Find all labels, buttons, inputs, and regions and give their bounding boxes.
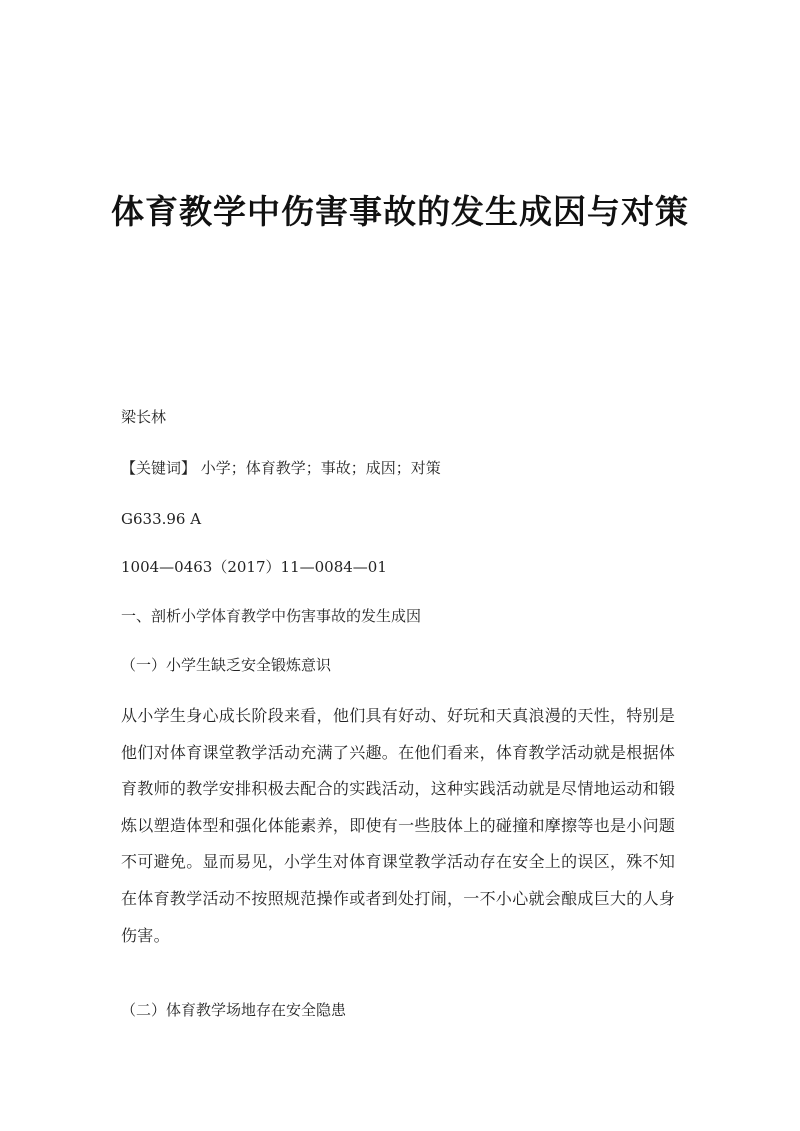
subsection-heading-2: （二）体育教学场地存在安全隐患 [121,1001,347,1019]
body-paragraph-1 [121,698,681,954]
paper-title: 体育教学中伤害事故的发生成因与对策 [111,192,689,231]
paragraph-line: 在体育教学活动不按照规范操作或者到处打闹，一不小心就会酿成巨大的人身 [121,888,676,908]
section-heading-1: 一、剖析小学体育教学中伤害事故的发生成因 [121,607,422,625]
paragraph-line: 他们对体育课堂教学活动充满了兴趣。在他们看来，体育教学活动就是根据体 [121,742,676,762]
paragraph-line: 不可避免。显而易见，小学生对体育课堂教学活动存在安全上的误区，殊不知 [121,852,676,872]
paragraph-line: 育教师的教学安排积极去配合的实践活动，这种实践活动就是尽情地运动和锻 [121,779,676,799]
classification-code: G633.96 A [121,510,202,528]
paragraph-line: 炼以塑造体型和强化体能素养，即使有一些肢体上的碰撞和摩擦等也是小问题 [121,815,676,835]
subsection-heading-1: （一）小学生缺乏安全锻炼意识 [121,656,332,674]
paragraph-line: 伤害。 [121,925,170,945]
paragraph-line: 从小学生身心成长阶段来看，他们具有好动、好玩和天真浪漫的天性，特别是 [121,706,676,725]
keywords-line: 【关键词】 小学；体育教学；事故；成因；对策 [121,459,441,477]
article-number: 1004—0463（2017）11—0084—01 [121,558,387,576]
author-name: 梁长林 [121,408,167,426]
